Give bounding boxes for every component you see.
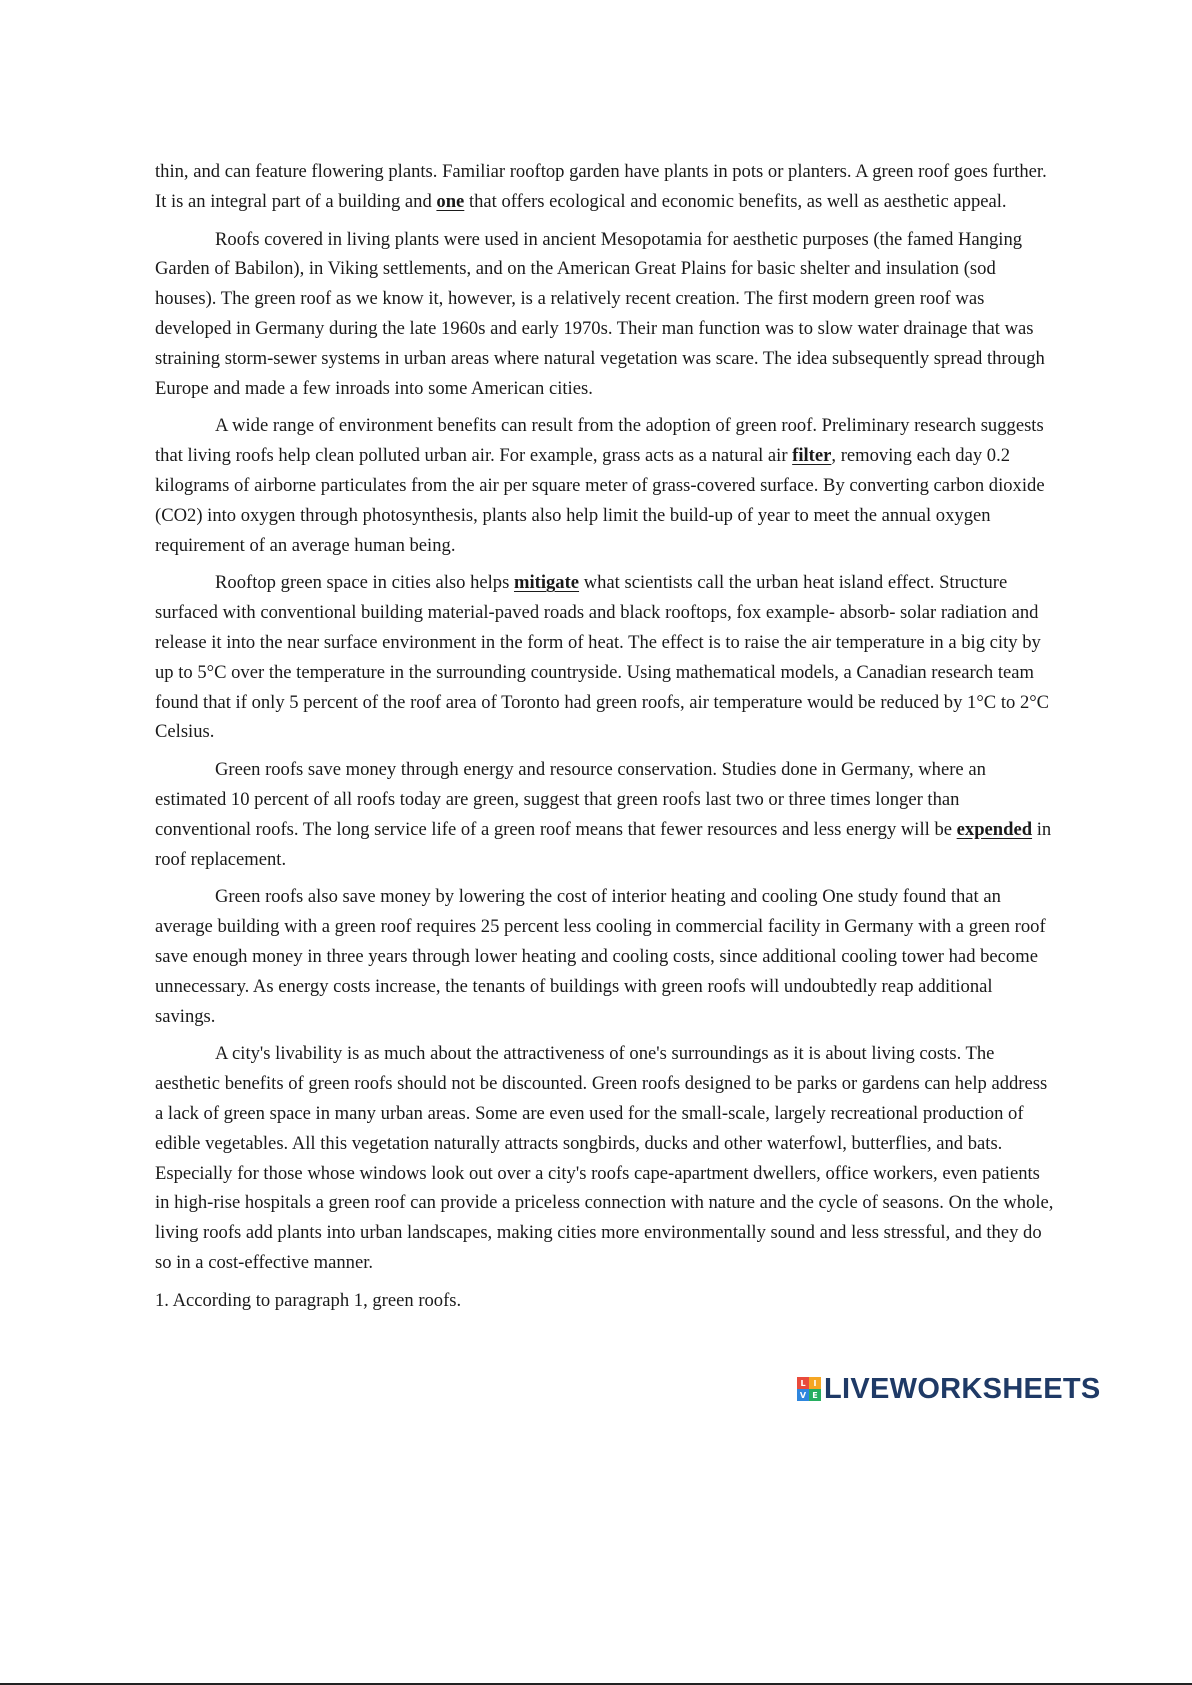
logo-mark-letter: V	[797, 1389, 809, 1401]
keyword-mitigate: mitigate	[513, 572, 580, 594]
paragraph-4-text-a: Rooftop green space in cities also helps	[215, 572, 514, 594]
paragraph-1-text-a: thin, and can feature flowering plants. Familiar rooftop garden have plants in pots or planters. A green roof goes further. It is an integral part of a building and	[155, 161, 1047, 212]
keyword-expended: expended	[956, 818, 1033, 840]
reading-passage	[155, 157, 1055, 1323]
paragraph-5	[155, 755, 1055, 874]
keyword-filter: filter	[792, 445, 832, 467]
paragraph-1-text-b: that offers ecological and economic benefits, as well as aesthetic appeal.	[464, 190, 1007, 212]
logo-mark-letter: E	[809, 1389, 821, 1401]
paragraph-5-text-a: Green roofs save money through energy and resource conservation. Studies done in Germany, where an estimated 10 percent of all roofs today are green, suggest that green roofs last two or three times longer than conventional roofs. The long service life of a green roof means that fewer resources and less energy will be	[155, 759, 986, 840]
liveworksheets-logo-text: LIVEWORKSHEETS	[824, 1372, 1101, 1405]
paragraph-3-text-b: , removing each day 0.2 kilograms of airborne particulates from the air per square meter of grass-covered surface. By converting carbon dioxide (CO2) into oxygen through photosynthesis, plants also help limit the build-up of year to meet the annual oxygen requirement of an average human being.	[155, 445, 1045, 556]
paragraph-3-text-a: A wide range of environment benefits can result from the adoption of green roof. Preliminary research suggests that living roofs help clean polluted urban air. For example, grass acts as a natural air	[155, 415, 1044, 467]
paragraph-3	[155, 411, 1055, 560]
question-1: 1. According to paragraph 1, green roofs.	[155, 1289, 462, 1311]
paragraph-7: A city's livability is as much about the attractiveness of one's surroundings as it is about living costs. The aesthetic benefits of green roofs should not be discounted. Green roofs designed to be parks or gardens can help address a lack of green space in many urban areas. Some are even used for the small-scale, largely recreational production of edible vegetables. All this vegetation naturally attracts songbirds, ducks and other waterfowl, butterflies, and bats. Especially for those whose windows look out over a city's roofs cape-apartment dwellers, office workers, even patients in high-rise hospitals a green roof can provide a priceless connection with nature and the cycle of seasons. On the whole, living roofs add plants into urban landscapes, making cities more environmentally sound and less stressful, and they do so in a cost-effective manner.	[155, 1043, 1054, 1273]
liveworksheets-logo	[797, 1372, 1101, 1406]
paragraph-2: Roofs covered in living plants were used in ancient Mesopotamia for aesthetic purposes (the famed Hanging Garden of Babilon), in Viking settlements, and on the American Great Plains for basic shelter and insulation (sod houses). The green roof as we know it, however, is a relatively recent creation. The first modern green roof was developed in Germany during the late 1960s and early 1970s. Their man function was to slow water drainage that was straining storm-sewer systems in urban areas where natural vegetation was scare. The idea subsequently spread through Europe and made a few inroads into some American cities.	[155, 228, 1045, 399]
keyword-one: one	[436, 190, 465, 212]
logo-mark-letter: I	[809, 1377, 821, 1389]
liveworksheets-logo-icon	[797, 1377, 821, 1401]
logo-mark-letter: L	[797, 1377, 809, 1389]
paragraph-5-text-b: in roof replacement.	[155, 818, 1052, 870]
paragraph-4-text-b: what scientists call the urban heat island effect. Structure surfaced with conventional building material-paved roads and black rooftops, fox example- absorb- solar radiation and release it into the near surface environment in the form of heat. The effect is to raise the air temperature in a big city by up to 5°C over the temperature in the surrounding countryside. Using mathematical models, a Canadian research team found that if only 5 percent of the roof area of Toronto had green roofs, air temperature would be reduced by 1°C to 2°C Celsius.	[155, 572, 1050, 743]
paragraph-4	[155, 568, 1055, 747]
paragraph-6: Green roofs also save money by lowering the cost of interior heating and cooling One study found that an average building with a green roof requires 25 percent less cooling in commercial facility in Germany with a green roof save enough money in three years through lower heating and cooling costs, since additional cooling tower had become unnecessary. As energy costs increase, the tenants of buildings with green roofs will undoubtedly reap additional savings.	[155, 886, 1046, 1027]
paragraph-1	[155, 157, 1055, 217]
